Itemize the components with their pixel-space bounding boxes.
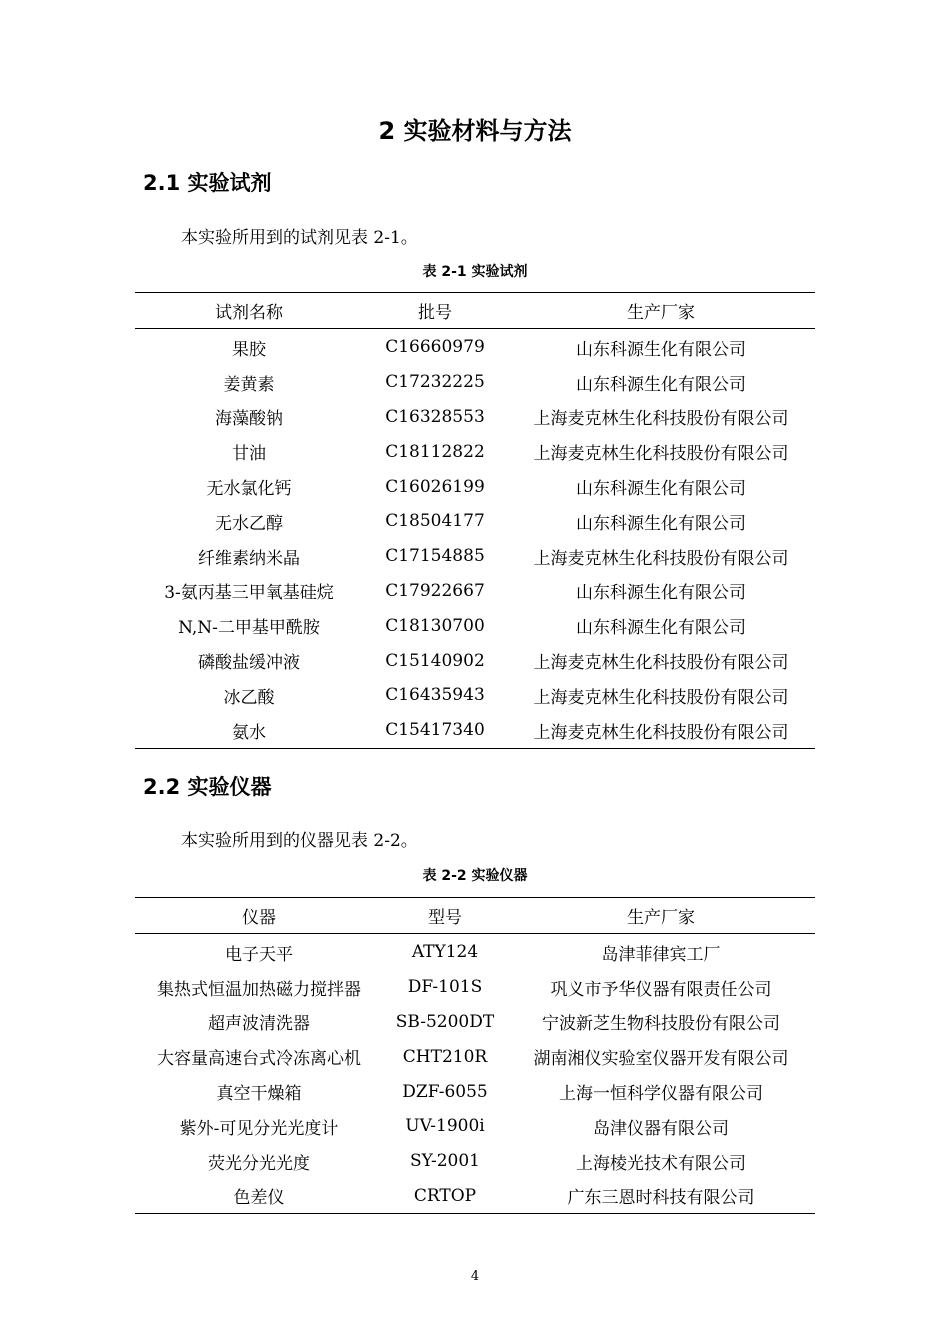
model-number: DZF-6055 (402, 1081, 488, 1102)
table-row (135, 643, 815, 678)
manufacturer: 山东科源生化有限公司 (576, 583, 746, 604)
manufacturer: 上海麦克林生化科技股份有限公司 (533, 687, 789, 708)
model-number: ATY124 (411, 942, 479, 963)
page-number: 4 (470, 1269, 480, 1284)
table-row (135, 970, 815, 1005)
instrument-name: 电子天平 (225, 944, 293, 965)
table-row (135, 329, 815, 365)
column-header: 生产厂家 (627, 303, 695, 323)
batch-number: C15140902 (385, 650, 485, 671)
reagent-name: 纤维素纳米晶 (198, 548, 300, 569)
batch-number: C17232225 (385, 372, 485, 393)
reagent-name: N,N-二甲基甲酰胺 (178, 618, 320, 639)
reagent-name: 姜黄素 (223, 374, 275, 395)
table-row (135, 608, 815, 643)
table-row (135, 678, 815, 713)
instrument-name: 超声波清洗器 (208, 1014, 310, 1035)
manufacturer: 上海麦克林生化科技股份有限公司 (533, 653, 789, 674)
table-row (135, 574, 815, 609)
table-row (135, 934, 815, 970)
table-row (135, 1109, 815, 1144)
reagents-table (135, 292, 815, 749)
batch-number: C15417340 (385, 720, 485, 741)
manufacturer: 山东科源生化有限公司 (576, 513, 746, 534)
column-header: 仪器 (242, 908, 276, 928)
instrument-name: 集热式恒温加热磁力搅拌器 (157, 979, 361, 1000)
batch-number: C16026199 (385, 476, 485, 497)
manufacturer: 上海麦克林生化科技股份有限公司 (533, 409, 789, 430)
reagent-name: 海藻酸钠 (215, 409, 283, 430)
manufacturer: 上海一恒科学仪器有限公司 (559, 1084, 763, 1105)
table-row (135, 400, 815, 435)
manufacturer: 上海麦克林生化科技股份有限公司 (533, 444, 789, 465)
instruments-table-caption: 表 2-2 实验仪器 (422, 868, 528, 884)
manufacturer: 上海棱光技术有限公司 (576, 1153, 746, 1174)
batch-number: C16435943 (385, 685, 485, 706)
instrument-name: 大容量高速台式冷冻离心机 (157, 1049, 361, 1070)
chapter-title: 2 实验材料与方法 (378, 117, 572, 145)
instruments-table (135, 897, 815, 1214)
table-row (135, 1005, 815, 1040)
reagents-table-caption: 表 2-1 实验试剂 (422, 264, 528, 280)
reagent-name: 氨水 (232, 722, 266, 743)
reagent-name: 果胶 (232, 339, 266, 360)
reagent-name: 甘油 (232, 444, 266, 465)
table-row (135, 539, 815, 574)
model-number: SY-2001 (409, 1151, 480, 1172)
table-row (135, 434, 815, 469)
instrument-name: 色差仪 (233, 1188, 285, 1209)
table-header-row (135, 293, 815, 329)
manufacturer: 山东科源生化有限公司 (576, 339, 746, 360)
batch-number: C18504177 (385, 511, 485, 532)
reagent-name: 3-氨丙基三甲氧基硅烷 (164, 583, 334, 604)
section-title-reagents: 2.1 实验试剂 (143, 171, 272, 195)
manufacturer: 岛津仪器有限公司 (593, 1118, 729, 1139)
reagent-name: 无水氯化钙 (206, 479, 292, 500)
table-row (135, 713, 815, 748)
instrument-name: 真空干燥箱 (216, 1084, 302, 1105)
table-row (135, 469, 815, 504)
reagents-intro-paragraph: 本实验所用到的试剂见表 2-1。 (181, 228, 418, 248)
manufacturer: 上海麦克林生化科技股份有限公司 (533, 722, 789, 743)
manufacturer: 湖南湘仪实验室仪器开发有限公司 (533, 1049, 789, 1070)
manufacturer: 巩义市予华仪器有限责任公司 (550, 979, 772, 1000)
table-row (135, 1179, 815, 1214)
section-title-instruments: 2.2 实验仪器 (143, 775, 272, 799)
column-header: 生产厂家 (627, 908, 695, 928)
manufacturer: 山东科源生化有限公司 (576, 479, 746, 500)
manufacturer: 上海麦克林生化科技股份有限公司 (533, 548, 789, 569)
model-number: CRTOP (413, 1185, 477, 1206)
table-row (135, 1144, 815, 1179)
manufacturer: 岛津菲律宾工厂 (601, 944, 721, 965)
model-number: SB-5200DT (395, 1011, 495, 1032)
table-row (135, 1039, 815, 1074)
batch-number: C18130700 (385, 615, 485, 636)
manufacturer: 山东科源生化有限公司 (576, 618, 746, 639)
column-header: 试剂名称 (215, 303, 283, 323)
manufacturer: 山东科源生化有限公司 (576, 374, 746, 395)
table-row (135, 365, 815, 400)
batch-number: C16660979 (385, 337, 485, 358)
model-number: DF-101S (407, 977, 483, 998)
batch-number: C17154885 (385, 546, 485, 567)
batch-number: C16328553 (385, 406, 485, 427)
reagent-name: 无水乙醇 (215, 513, 283, 534)
manufacturer: 广东三恩时科技有限公司 (567, 1188, 755, 1209)
reagent-name: 磷酸盐缓冲液 (198, 653, 300, 674)
table-row (135, 1074, 815, 1109)
table-header-row (135, 898, 815, 934)
reagent-name: 冰乙酸 (223, 687, 275, 708)
instrument-name: 荧光分光光度 (208, 1153, 310, 1174)
instruments-intro-paragraph: 本实验所用到的仪器见表 2-2。 (181, 831, 418, 851)
model-number: UV-1900i (405, 1116, 485, 1137)
instrument-name: 紫外-可见分光光度计 (179, 1118, 339, 1139)
model-number: CHT210R (402, 1046, 488, 1067)
manufacturer: 宁波新芝生物科技股份有限公司 (542, 1014, 780, 1035)
batch-number: C17922667 (385, 580, 485, 601)
table-row (135, 504, 815, 539)
column-header: 型号 (428, 908, 462, 928)
column-header: 批号 (418, 303, 452, 323)
batch-number: C18112822 (385, 441, 485, 462)
